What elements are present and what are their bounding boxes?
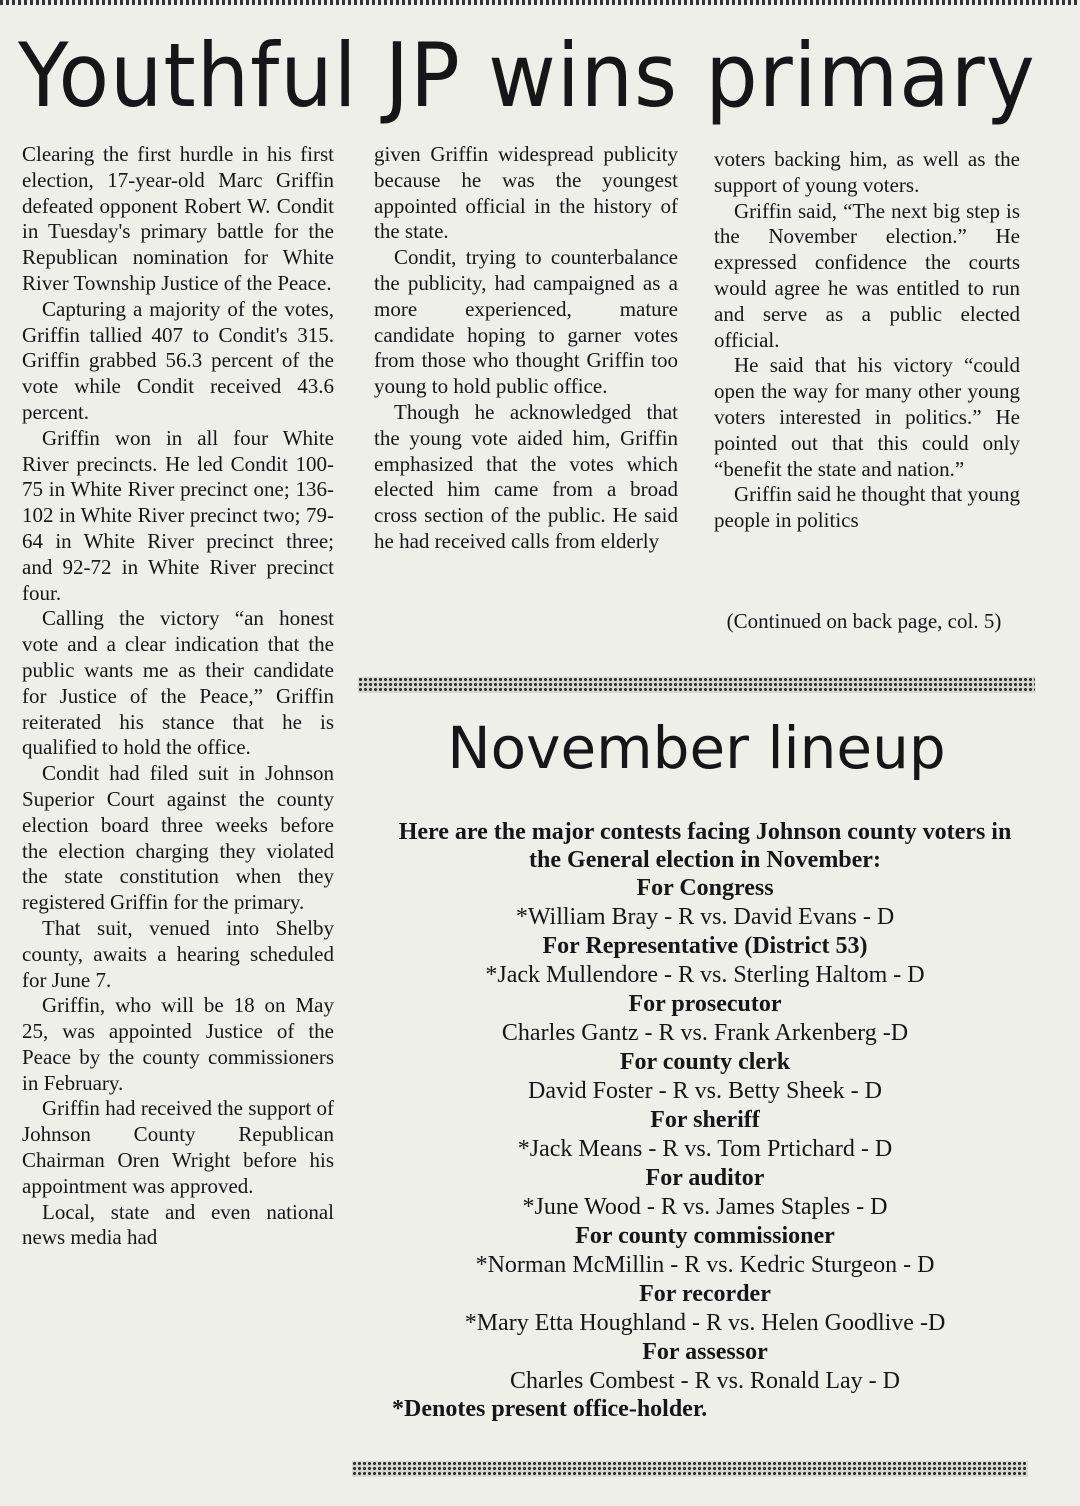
article-paragraph: Condit had filed suit in Johnson Superior Court against the county election board three weeks before the election charging they violated the state constitution when they registered Griffin for the primary. xyxy=(22,761,334,915)
lineup-box xyxy=(380,818,1030,1396)
top-border-rule xyxy=(0,0,1080,5)
contest-auditor xyxy=(380,1164,1030,1222)
contest-sheriff xyxy=(380,1106,1030,1164)
article-paragraph: voters backing him, as well as the support of young voters. xyxy=(714,147,1020,197)
article-paragraph: Local, state and even national news media had xyxy=(22,1199,334,1250)
article-column-2 xyxy=(374,142,678,555)
contest-county-clerk xyxy=(380,1048,1030,1106)
race-line: *William Bray - R vs. David Evans - D xyxy=(515,904,895,930)
article-paragraph: Calling the victory “an honest vote and a clear indication that the public wants me as their candidate for Justice of the Peace,” Griffin reiterated his stance that he is qualified to hold the office. xyxy=(22,606,334,760)
office-label: For sheriff xyxy=(650,1107,760,1133)
contest-assessor xyxy=(380,1338,1030,1396)
article-paragraph: Griffin, who will be 18 on May 25, was appointed Justice of the Peace by the county commissioners in February. xyxy=(22,993,334,1095)
article-column-3 xyxy=(714,147,1020,534)
office-label: For auditor xyxy=(645,1165,765,1191)
article-paragraph: given Griffin widespread publicity because he was the youngest appointed official in the history of the state. xyxy=(374,142,678,244)
article-paragraph: Griffin said he thought that young people in politics xyxy=(714,482,1020,533)
office-label: For assessor xyxy=(642,1339,768,1365)
article-paragraph: That suit, venued into Shelby county, awaits a hearing scheduled for June 7. xyxy=(22,915,334,992)
office-label: For county clerk xyxy=(619,1049,791,1075)
continued-note: (Continued on back page, col. 5) xyxy=(726,609,1002,633)
article-paragraph: Clearing the first hurdle in his first election, 17-year-old Marc Griffin defeated opponent Robert W. Condit in Tuesday's primary battle for the Republican nomination for White River Township Justice of the Peace. xyxy=(22,142,334,295)
contest-congress xyxy=(380,874,1030,932)
race-line: *Mary Etta Houghland - R vs. Helen Goodlive -D xyxy=(464,1310,946,1336)
contest-county-commissioner xyxy=(380,1222,1030,1280)
office-label: For Representative (District 53) xyxy=(542,933,868,959)
race-line: Charles Combest - R vs. Ronald Lay - D xyxy=(510,1368,900,1394)
race-line: *Norman McMillin - R vs. Kedric Sturgeon - D xyxy=(475,1252,935,1278)
article-headline: Youthful JP wins primary xyxy=(18,24,1036,127)
contest-recorder xyxy=(380,1280,1030,1338)
office-label: For Congress xyxy=(636,875,774,901)
article-paragraph: He said that his victory “could open the way for many other young voters interested in politics.” He pointed out that this could only “benefit the state and nation.” xyxy=(714,353,1020,481)
office-label: For county commissioner xyxy=(575,1223,835,1249)
office-label: For recorder xyxy=(639,1281,771,1307)
race-line: *Jack Mullendore - R vs. Sterling Haltom - D xyxy=(485,962,925,988)
contest-representative xyxy=(380,932,1030,990)
lineup-headline: November lineup xyxy=(447,714,946,782)
article-paragraph: Griffin had received the support of Johnson County Republican Chairman Oren Wright before his appointment was approved. xyxy=(22,1096,334,1198)
race-line: *Jack Means - R vs. Tom Prtichard - D xyxy=(517,1136,893,1162)
office-holder-note: *Denotes present office-holder. xyxy=(392,1396,708,1422)
article-paragraph: Griffin said, “The next big step is the November election.” He expressed confidence the courts would agree he was entitled to run and serve as a public elected official. xyxy=(714,198,1020,352)
contest-prosecutor xyxy=(380,990,1030,1048)
article-paragraph: Condit, trying to counterbalance the publicity, had campaigned as a more experienced, mature candidate hoping to garner votes from those who thought Griffin too young to hold public office. xyxy=(374,245,678,399)
lineup-intro: Here are the major contests facing Johnson county voters in the General election in November: xyxy=(398,819,1012,873)
article-column-1 xyxy=(22,142,334,1251)
race-line: *June Wood - R vs. James Staples - D xyxy=(522,1194,888,1220)
halftone-divider xyxy=(358,677,1035,693)
article-paragraph: Capturing a majority of the votes, Griffin tallied 407 to Condit's 315. Griffin grabbed 56.3 percent of the vote while Condit received 43.6 percent. xyxy=(22,296,334,424)
article-paragraph: Griffin won in all four White River precincts. He led Condit 100-75 in White River precinct one; 136-102 in White River precinct two; 79-64 in White River precinct three; and 92-72 in White River precinct four. xyxy=(22,425,334,605)
article-paragraph: Though he acknowledged that the young vote aided him, Griffin emphasized that the votes which elected him came from a broad cross section of the public. He said he had received calls from elderly xyxy=(374,399,678,553)
halftone-divider xyxy=(352,1461,1028,1477)
office-label: For prosecutor xyxy=(628,991,782,1017)
race-line: David Foster - R vs. Betty Sheek - D xyxy=(528,1078,882,1104)
race-line: Charles Gantz - R vs. Frank Arkenberg -D xyxy=(501,1020,909,1046)
